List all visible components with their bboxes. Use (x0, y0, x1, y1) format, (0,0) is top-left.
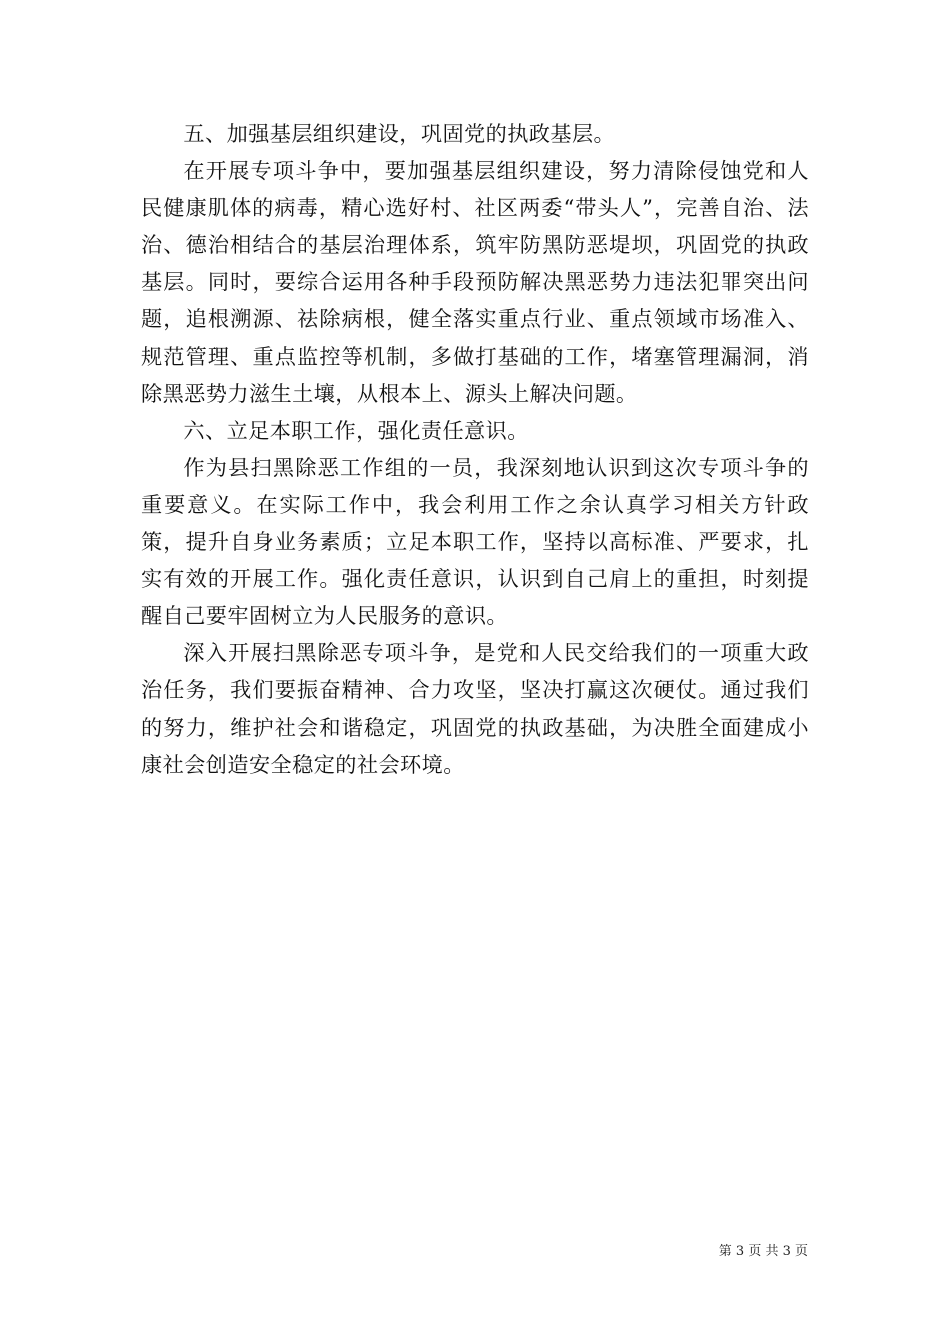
section-heading-six: 六、立足本职工作，强化责任意识。 (183, 417, 529, 443)
document-body (141, 115, 809, 783)
closing-paragraph: 深入开展扫黑除恶专项斗争，是党和人民交给我们的一项重大政治任务，我们要振奋精神、合力攻坚，坚决打赢这次硬仗。通过我们的努力，维护社会和谐稳定，巩固党的执政基础，为决胜全面建成小康社会创造安全稳定的社会环境。 (141, 640, 809, 777)
page-number: 第 3 页 共 3 页 (718, 1244, 808, 1259)
section-heading-five: 五、加强基层组织建设，巩固党的执政基层。 (183, 121, 616, 146)
body-paragraph: 在开展专项斗争中，要加强基层组织建设，努力清除侵蚀党和人民健康肌体的病毒，精心选好村、社区两委“带头人”，完善自治、法治、德治相结合的基层治理体系，筑牢防黑防恶堤坝，巩固党的执政基层。同时，要综合运用各种手段预防解决黑恶势力违法犯罪突出问题，追根溯源、祛除病根，健全落实重点行业、重点领域市场准入、规范管理、重点监控等机制，多做打基础的工作，堵塞管理漏洞，消除黑恶势力滋生土壤，从根本上、源头上解决问题。 (141, 158, 809, 406)
body-paragraph: 作为县扫黑除恶工作组的一员，我深刻地认识到这次专项斗争的重要意义。在实际工作中，我会利用工作之余认真学习相关方针政策，提升自身业务素质；立足本职工作，坚持以高标准、严要求，扎实有效的开展工作。强化责任意识，认识到自己肩上的重担，时刻提醒自己要牢固树立为人民服务的意识。 (141, 454, 809, 629)
